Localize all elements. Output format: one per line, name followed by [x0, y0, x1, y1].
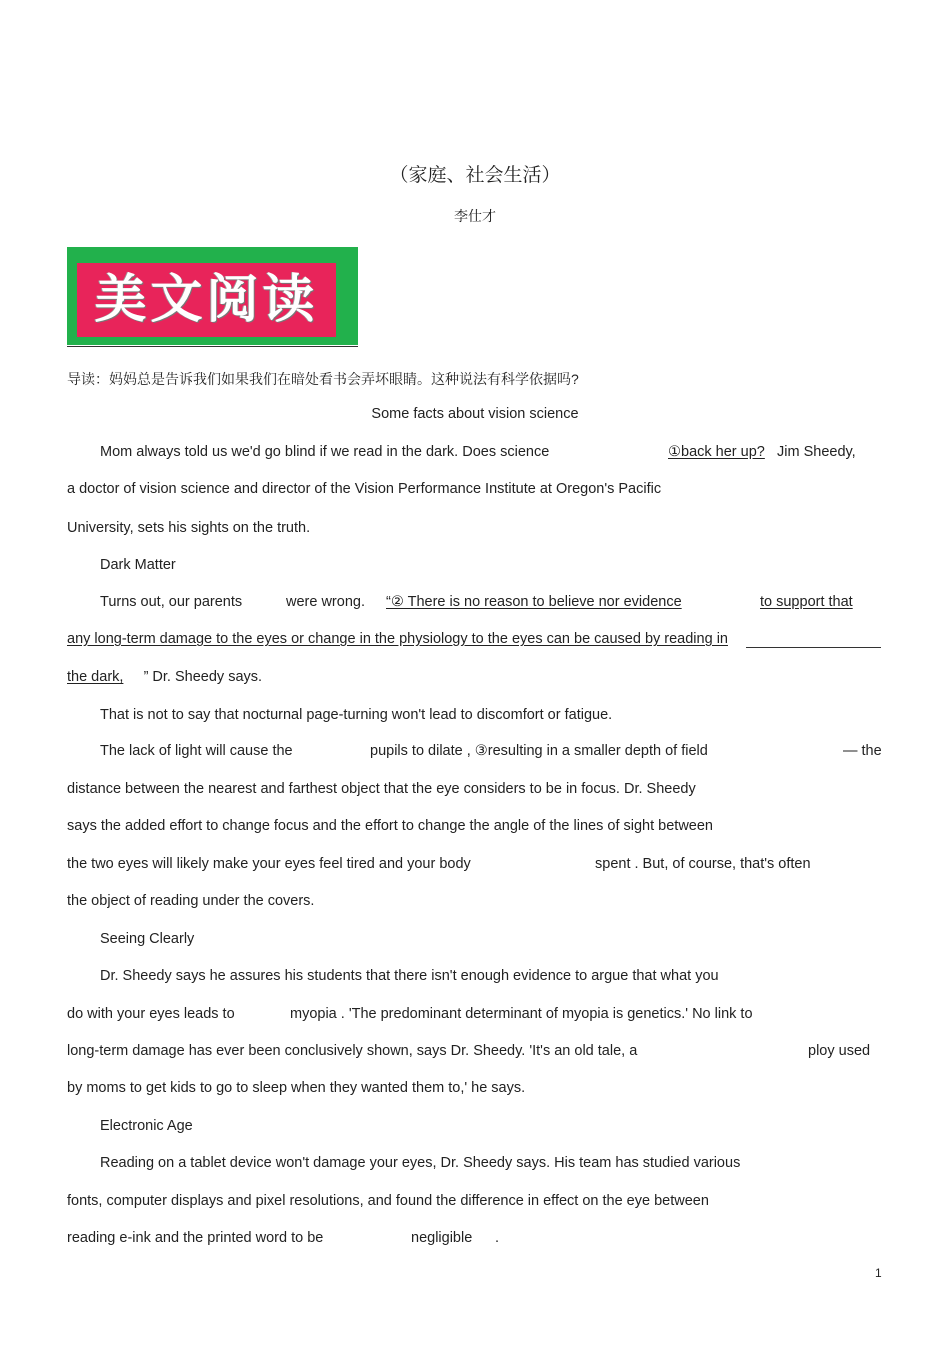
- para4-line3: says the added effort to change focus and the effort to change the angle of the lines of sight between: [67, 818, 713, 834]
- para3: That is not to say that nocturnal page-turning won't lead to discomfort or fatigue.: [100, 707, 613, 723]
- para5-line2-a: do with your eyes leads to: [67, 1006, 235, 1022]
- para2-line1-a: Turns out, our parents: [100, 594, 243, 610]
- para4-line5: the object of reading under the covers.: [67, 893, 315, 909]
- para6-line2: fonts, computer displays and pixel resolutions, and found the difference in effect on the eye between: [67, 1193, 709, 1209]
- heading-seeing-clearly: Seeing Clearly: [100, 931, 195, 947]
- para5-line2-b: myopia . 'The predominant determinant of myopia is genetics.' No link to: [290, 1006, 753, 1022]
- intro-text: 导读：妈妈总是告诉我们如果我们在暗处看书会弄坏眼睛。这种说法有科学依据吗?: [67, 371, 579, 387]
- annotation-3: pupils to dilate , ③resulting in a smaller depth of field: [370, 743, 708, 759]
- para4-line4-b: spent . But, of course, that's often: [595, 856, 811, 872]
- annotation-2: “② There is no reason to believe nor evidence: [386, 594, 682, 610]
- para5-line1: Dr. Sheedy says he assures his students that there isn't enough evidence to argue that what you: [100, 968, 719, 984]
- para5-line4: by moms to get kids to go to sleep when they wanted them to,' he says.: [67, 1080, 526, 1096]
- page-title: （家庭、社会生活）: [389, 165, 561, 186]
- heading-electronic-age: Electronic Age: [100, 1118, 193, 1134]
- para6-line3-c: .: [495, 1230, 500, 1246]
- page-number: 1: [875, 1266, 882, 1280]
- banner-underline: [67, 346, 358, 347]
- para2-line1-b: were wrong.: [286, 594, 365, 610]
- para4-line1-a: The lack of light will cause the: [100, 743, 293, 759]
- para5-line3-a: long-term damage has ever been conclusively shown, says Dr. Sheedy. 'It's an old tale, a: [67, 1043, 638, 1059]
- author: 李仕才: [454, 208, 496, 224]
- article-title: Some facts about vision science: [371, 406, 579, 422]
- para6-line3-a: reading e-ink and the printed word to be: [67, 1230, 324, 1246]
- para6-line1: Reading on a tablet device won't damage your eyes, Dr. Sheedy says. His team has studied various: [100, 1155, 741, 1171]
- banner-text: 美文阅读: [94, 269, 319, 330]
- para1-line1-a: Mom always told us we'd go blind if we read in the dark. Does science: [100, 444, 550, 460]
- para1-line1-c: Jim Sheedy,: [777, 444, 856, 460]
- para5-line3-b: ploy used: [808, 1043, 871, 1059]
- para1-line3: University, sets his sights on the truth.: [67, 520, 311, 536]
- para4-line4-a: the two eyes will likely make your eyes feel tired and your body: [67, 856, 471, 872]
- para2-line3-underlined: the dark,: [67, 669, 124, 685]
- para2-line3: [67, 669, 262, 685]
- para2-line1-d: to support that: [760, 594, 853, 610]
- underline-extension: [746, 647, 881, 648]
- banner-red-panel: [77, 263, 336, 337]
- para4-line1-c: — the: [843, 743, 882, 759]
- para2-line3-rest: ” Dr. Sheedy says.: [143, 669, 263, 685]
- heading-dark-matter: Dark Matter: [100, 557, 176, 573]
- para1-line2: a doctor of vision science and director of the Vision Performance Institute at Oregon's Pacific: [67, 481, 662, 497]
- annotation-1: ①back her up?: [668, 444, 765, 460]
- para4-line2: distance between the nearest and farthest object that the eye considers to be in focus. Dr. Sheedy: [67, 781, 696, 797]
- para6-line3-b: negligible: [411, 1230, 473, 1246]
- para2-line2: any long-term damage to the eyes or change in the physiology to the eyes can be caused by reading in: [67, 631, 728, 647]
- banner-image: [67, 247, 358, 345]
